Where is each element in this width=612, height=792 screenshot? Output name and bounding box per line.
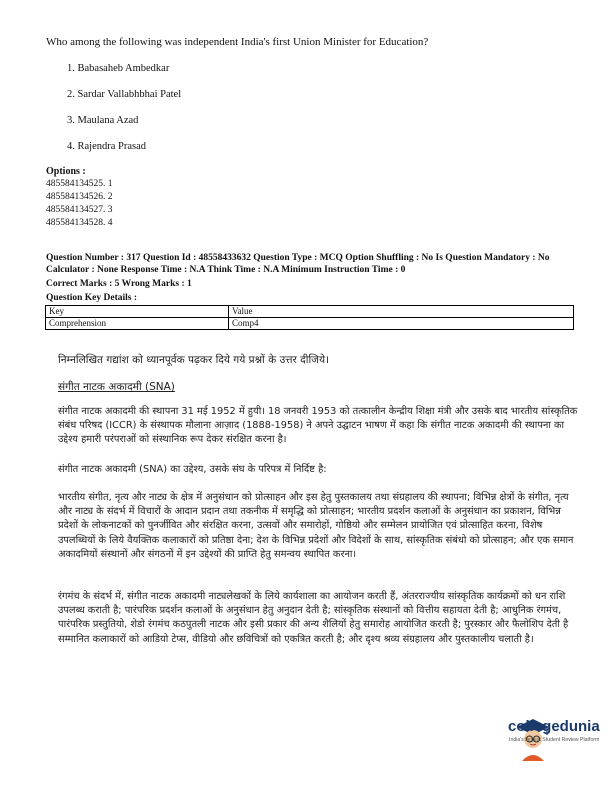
option-id-2: 485584134526. 2 xyxy=(46,192,113,202)
table-cell-value: Comp4 xyxy=(229,318,574,330)
passage-paragraph-2: संगीत नाटक अकादमी (SNA) का उद्देश्य, उसके संघ के परिपत्र में निर्दिष्ट है: xyxy=(58,464,327,475)
question-text: Who among the following was independent India's first Union Minister for Education? xyxy=(46,36,429,48)
choice-1: 1. Babasaheb Ambedkar xyxy=(67,63,170,74)
passage-paragraph-3: भारतीय संगीत, नृत्य और नाट्य के क्षेत्र में अनुसंधान को प्रोत्साहन और इस हेतु पुस्तकालय तथा संग्रहालय की स्थापना; विभिन्न क्षेत्रों के संगीत, नृत्य और नाट्य के संदर्भ में विचारों के आदान प्रदान तथा तकनीक में समृद्धि को प्रोत्साहन; भारतीय प्रदर्शन कलाओं के अनुसंधान का प्रकाशन, विभिन्न प्रदेशों के लोकनाटकों को पुनर्जीवित और संरक्षित करना, उत्सवों और समारोहों, गोष्ठियो और सम्मेलन प्रायोजित एवं प्रोत्साहित करना, विशेष उपलब्धियों के लिये वैयक्तिक कलाकारों को प्रतिष्ठा देना; देश के विभिन्न प्रदेशों और विदेशों के साथ, सांस्कृतिक संबंधो को प्रोत्साहन; और एक समान अकादमियों संस्थानों और संगठनों में इन उद्देश्यों की प्राप्ति हेतु समन्वय स्थापित करना। xyxy=(58,492,574,560)
option-id-1: 485584134525. 1 xyxy=(46,179,113,189)
marks-line: Correct Marks : 5 Wrong Marks : 1 xyxy=(46,279,192,289)
brand-name: collegedunia xyxy=(508,718,600,735)
table-cell-key: Comprehension xyxy=(46,318,229,330)
passage-paragraph-1: संगीत नाटक अकादमी की स्थापना 31 मई 1952 में हुयी। 18 जनवरी 1953 को तत्कालीन केन्द्रीय शिक्षा मंत्री और उसके बाद भारतीय सांस्कृतिक संबंध परिषद (ICCR) के संस्थापक मौलाना आज़ाद (1888-1958) ने अपने उद्घाटन भाषण में कहा कि संगीत नाटक अकादमी की स्थापना का उद्देश्य हमारी परंपराओं को संस्थानिक रूप देकर संरक्षित करना है। xyxy=(58,406,578,446)
table-row xyxy=(46,318,574,330)
choice-2: 2. Sardar Vallabhbhai Patel xyxy=(67,89,182,100)
option-id-4: 485584134528. 4 xyxy=(46,218,113,228)
passage-title: संगीत नाटक अकादमी (SNA) xyxy=(58,381,175,393)
table-header-key: Key xyxy=(46,306,229,318)
options-label: Options : xyxy=(46,166,86,177)
choice-3: 3. Maulana Azad xyxy=(67,115,139,126)
brand-tagline: India's largest Student Review Platform xyxy=(509,737,600,743)
question-meta: Question Number : 317 Question Id : 48558433632 Question Type : MCQ Option Shuffling : No Is Question Mandatory : No Calculator : None Response Time : N.A Think Time : N.A Minimum Instruction Time : 0 xyxy=(46,253,550,275)
option-id-3: 485584134527. 3 xyxy=(46,205,113,215)
key-details-label: Question Key Details : xyxy=(46,293,138,303)
choice-4: 4. Rajendra Prasad xyxy=(67,141,147,152)
passage-instruction: निम्नलिखित गद्यांश को ध्यानपूर्वक पढ़कर दिये गये प्रश्नों के उत्तर दीजिये। xyxy=(58,354,330,366)
table-header-value: Value xyxy=(229,306,574,318)
passage-paragraph-4: रंगमंच के संदर्भ में, संगीत नाटक अकादमी नाट्यलेखकों के लिये कार्यशाला का आयोजन करती हैं, अंतरराज्यीय सांस्कृतिक कार्यक्रमों को धन राशि उपलब्ध कराती है; पारंपरिक प्रदर्शन कलाओं के अनुसंधान हेतु अनुदान देती है; सांस्कृतिक संस्थानों को वित्तीय सहायता देती है; आधुनिक रंगमंच, पारंपरिक प्रस्तुतियो, शेडो रंगमंच कठपुतली नाटक और इसी प्रकार की अन्य शैलियों हेतु समारोह आयोजित करती है; पुरस्कार और फैलोशिप देती है सम्मानित कलाकारों को आडियो टेप्स, वीडियो और छविचित्रों को एकत्रित करती है; और दृश्य श्रव्य संग्रहालय और पुस्तकालीय चलाती है। xyxy=(58,591,569,645)
key-value-table xyxy=(45,305,574,330)
table-header-row xyxy=(46,306,574,318)
